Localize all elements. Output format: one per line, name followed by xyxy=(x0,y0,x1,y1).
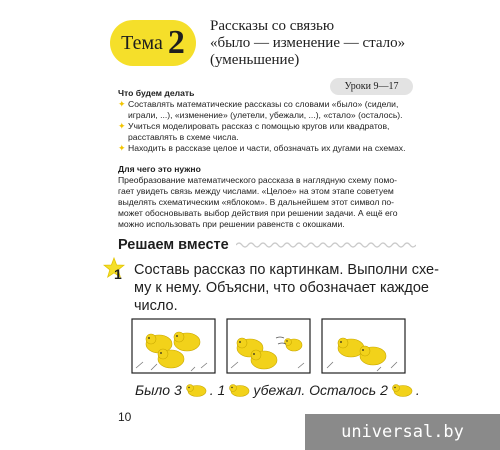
topic-title xyxy=(210,18,450,69)
section-heading: Решаем вместе xyxy=(118,237,229,253)
task-line: му к нему. Объясни, что обозначает каждое xyxy=(134,280,429,296)
sparkle-icon: ✦ xyxy=(118,143,126,153)
watermark: universal.by xyxy=(305,414,500,450)
goals-section xyxy=(118,88,418,154)
wavy-divider xyxy=(236,241,416,249)
why-line: может обосновывать выбор действия при решении задачи. А ещё его xyxy=(118,208,398,218)
goal-item xyxy=(118,121,418,143)
task-text xyxy=(134,261,439,315)
sparkle-icon: ✦ xyxy=(118,121,126,131)
goal-line: Учиться моделировать рассказ с помощью кругов или квадратов, xyxy=(128,121,390,131)
goals-heading: Что будем делать xyxy=(118,88,195,98)
chicks-picture-after xyxy=(321,318,406,374)
topic-label: Тема xyxy=(121,31,163,54)
topic-number: 2 xyxy=(167,24,185,61)
page-number: 10 xyxy=(118,410,132,424)
answer-text: Было 3 xyxy=(135,382,182,398)
answer-text: . xyxy=(415,382,420,398)
topic-title-line: Рассказы со связью xyxy=(210,18,335,34)
why-paragraph xyxy=(118,175,418,230)
topic-badge xyxy=(110,20,196,66)
goal-line: Составлять математические рассказы со словами «было» (сидели, xyxy=(128,99,399,109)
why-line: можно использовать при решении равенств с окошками. xyxy=(118,219,345,229)
goal-line: играли, ...), «изменение» (улетели, убежали, ...), «стало» (осталось). xyxy=(128,110,403,120)
why-line: выделять схематическим «яблоком». В дальнейшем этот символ по- xyxy=(118,197,395,207)
task-line: Составь рассказ по картинкам. Выполни схе- xyxy=(134,262,439,278)
answer-text: убежал. Осталось 2 xyxy=(253,382,388,398)
answer-line xyxy=(135,382,420,398)
topic-title-line: (уменьшение) xyxy=(210,52,300,68)
task-number: 1 xyxy=(114,266,122,282)
goal-line: расставлять в схеме числа. xyxy=(128,132,239,142)
why-heading: Для чего это нужно xyxy=(118,164,201,174)
sparkle-icon: ✦ xyxy=(118,99,126,109)
chick-icon xyxy=(391,383,413,397)
chicks-picture-before xyxy=(131,318,216,374)
lessons-badge: Уроки 9—17 xyxy=(330,78,413,95)
chick-icon xyxy=(228,383,250,397)
goal-item xyxy=(118,143,418,154)
why-line: гает увидеть связь между числами. «Целое» на этом этапе советуем xyxy=(118,186,394,196)
task-line: число. xyxy=(134,298,178,314)
answer-text: . 1 xyxy=(209,382,226,398)
goal-item xyxy=(118,99,418,121)
why-line: Преобразование математического рассказа в наглядную схему помо- xyxy=(118,175,397,185)
topic-title-line: «было — изменение — стало» xyxy=(210,35,406,51)
why-section xyxy=(118,164,418,230)
chick-icon xyxy=(185,383,207,397)
goal-line: Находить в рассказе целое и части, обозначать их дугами на схемах. xyxy=(128,143,406,153)
chicks-picture-change xyxy=(226,318,311,374)
